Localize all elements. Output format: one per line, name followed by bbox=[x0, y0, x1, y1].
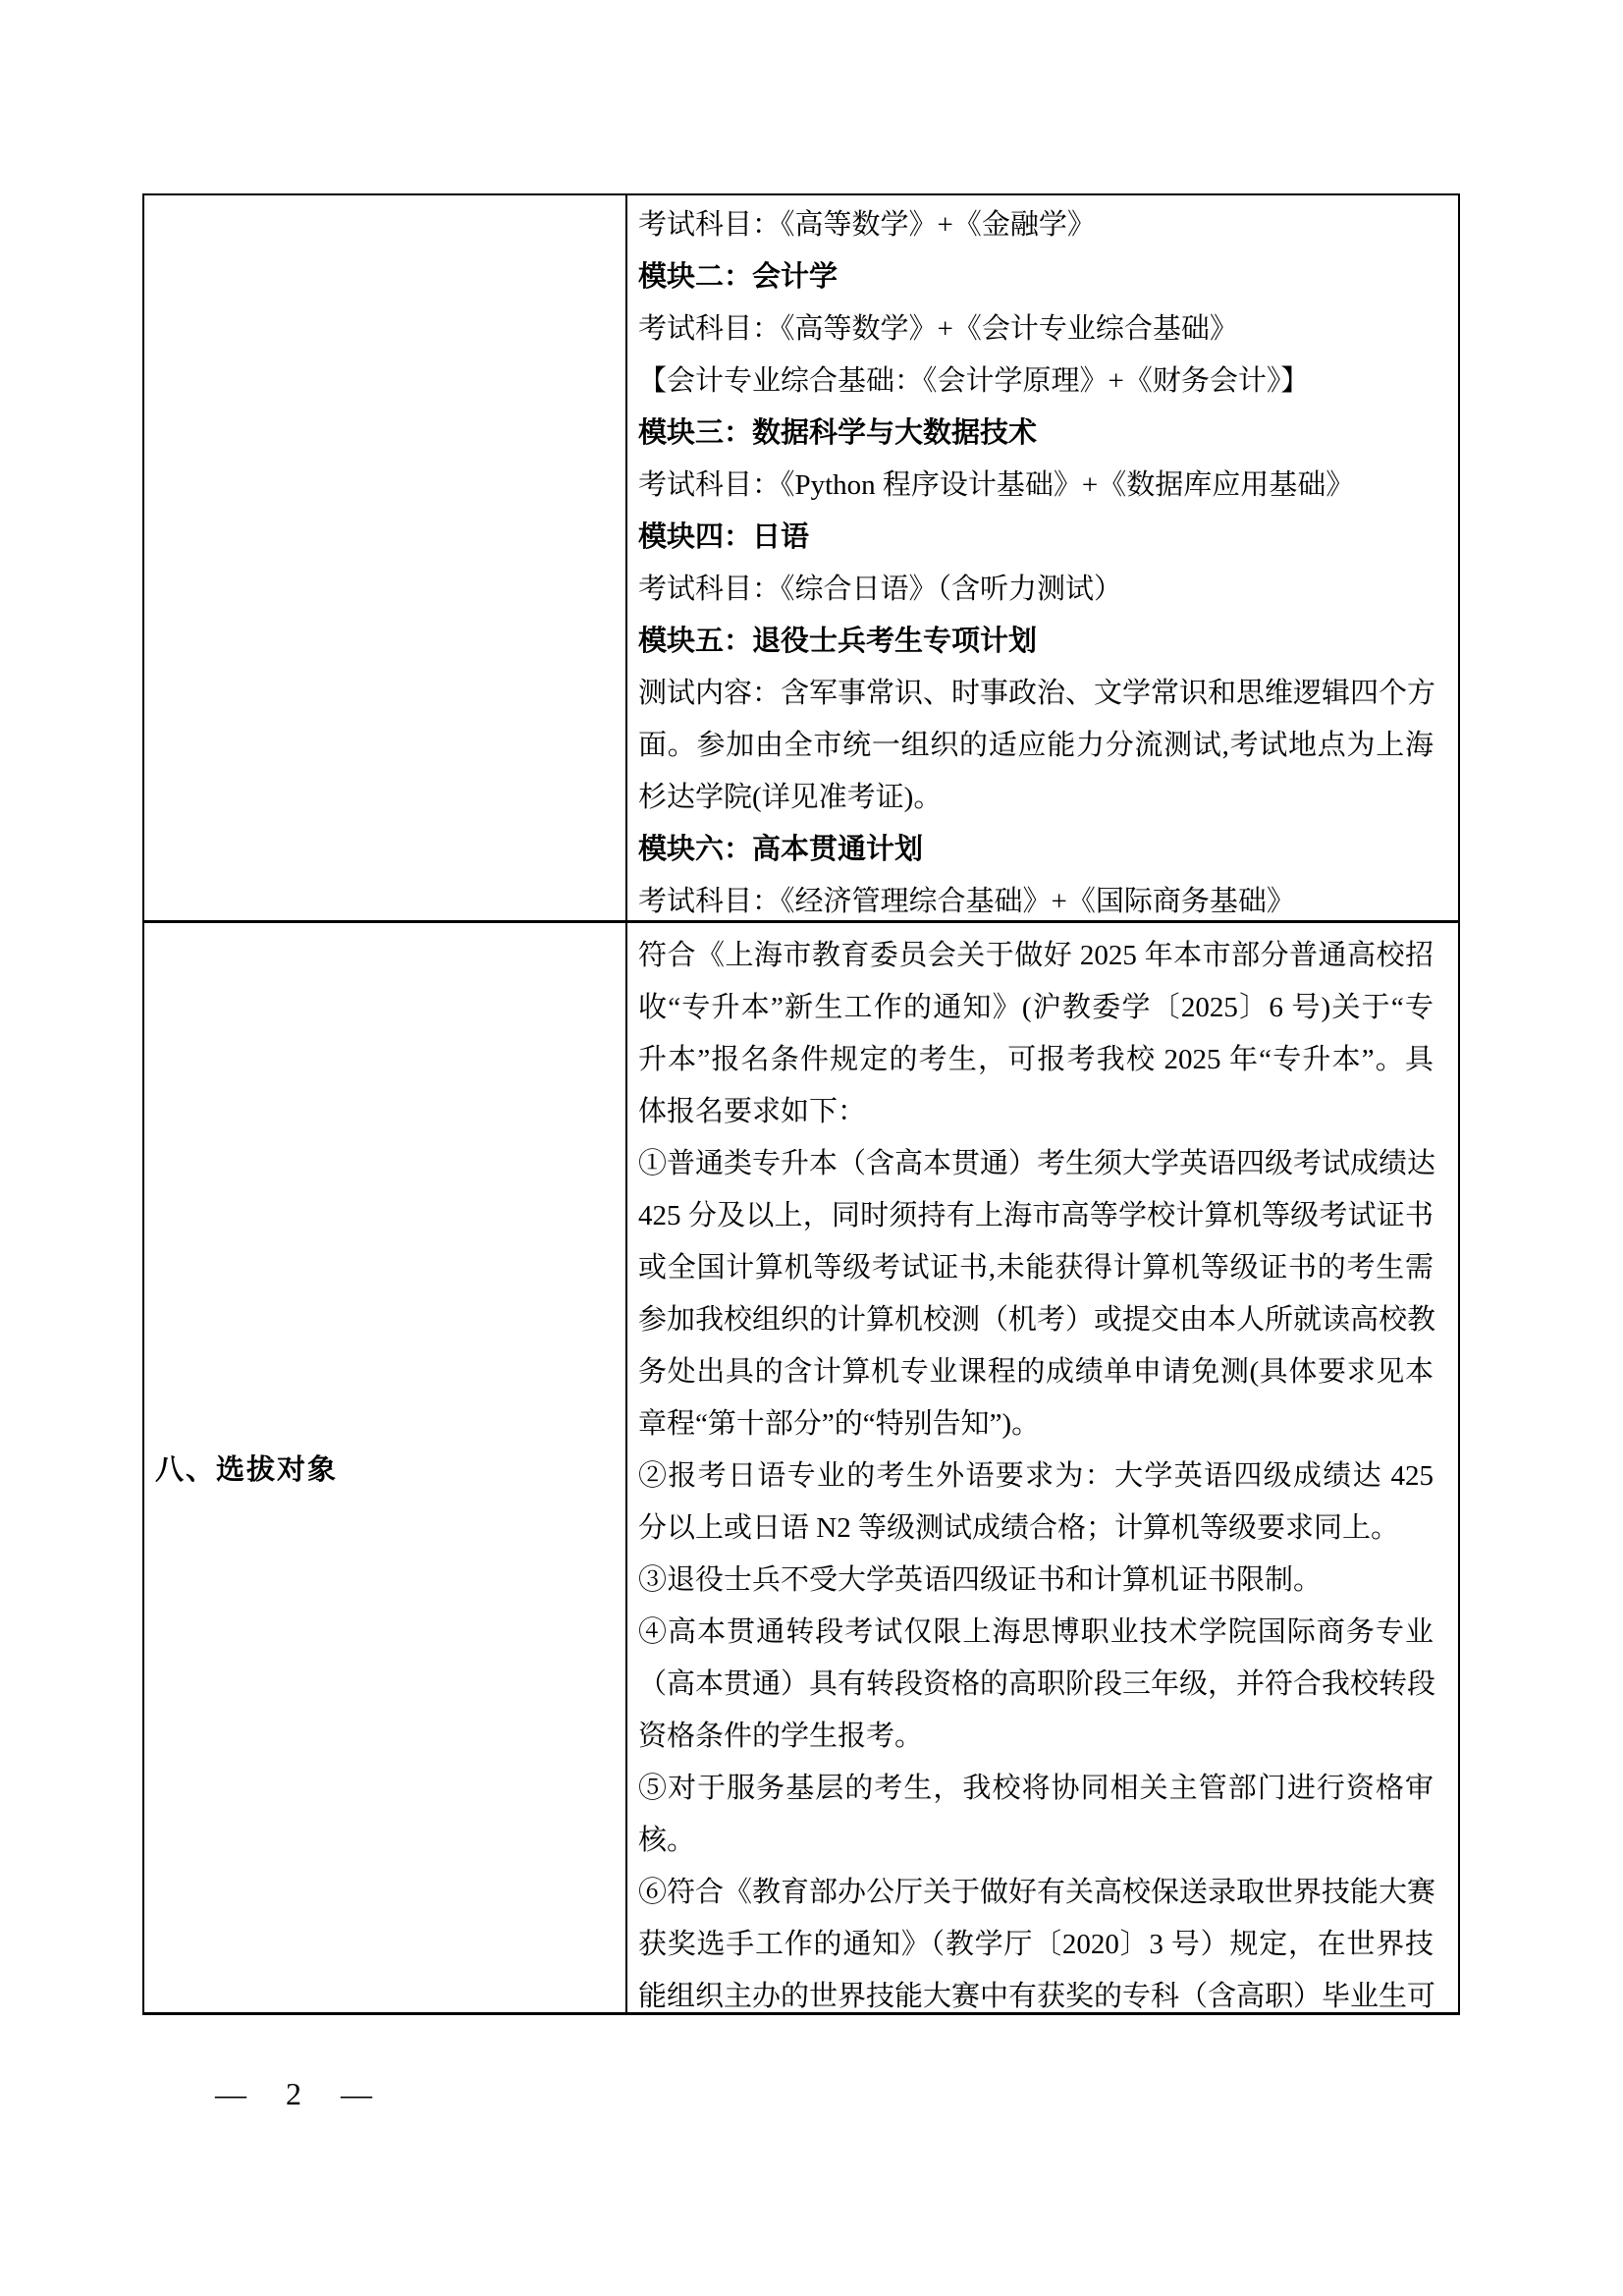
text-line: 分以上或日语 N2 等级测试成绩合格；计算机等级要求同上。 bbox=[638, 1512, 1399, 1544]
text-line: 能组织主办的世界技能大赛中有获奖的专科（含高职）毕业生可 bbox=[638, 1981, 1436, 2012]
text-line: ④高本贯通转段考试仅限上海思博职业技术学院国际商务专业 bbox=[638, 1616, 1434, 1648]
text-line: 模块五：退役士兵考生专项计划 bbox=[638, 626, 1038, 657]
table-cell-eligibility bbox=[627, 923, 1458, 2012]
text-line: 获奖选手工作的通知》（教学厅〔2020〕3 号）规定，在世界技 bbox=[638, 1929, 1434, 1960]
text-line: 核。 bbox=[638, 1825, 696, 1856]
text-line: 资格条件的学生报考。 bbox=[638, 1721, 924, 1752]
text-line: 体报名要求如下： bbox=[638, 1096, 867, 1127]
text-line: 收“专升本”新生工作的通知》(沪教委学〔2025〕6 号)关于“专 bbox=[638, 992, 1434, 1023]
text-line: 章程“第十部分”的“特别告知”)。 bbox=[638, 1408, 1041, 1440]
footer-right-dash: — bbox=[341, 2076, 372, 2111]
footer-page-number: 2 bbox=[286, 2076, 301, 2111]
text-line: 模块二：会计学 bbox=[638, 261, 839, 293]
row2-section-label: 八、选拔对象 bbox=[155, 1454, 339, 1486]
text-line: ⑤对于服务基层的考生，我校将协同相关主管部门进行资格审 bbox=[638, 1773, 1434, 1804]
table-cell-row1-label bbox=[144, 195, 627, 923]
footer-left-dash: — bbox=[215, 2076, 246, 2111]
text-line: （高本贯通）具有转段资格的高职阶段三年级，并符合我校转段 bbox=[638, 1668, 1436, 1700]
text-line: 模块六：高本贯通计划 bbox=[638, 834, 924, 865]
text-line: 杉达学院(详见准考证)。 bbox=[638, 782, 943, 813]
text-line: 升本”报名条件规定的考生，可报考我校 2025 年“专升本”。具 bbox=[638, 1044, 1434, 1075]
admissions-table bbox=[142, 193, 1460, 2015]
text-line: 考试科目：《综合日语》（含听力测试） bbox=[638, 574, 1123, 605]
text-line: 面。参加由全市统一组织的适应能力分流测试,考试地点为上海 bbox=[638, 730, 1434, 761]
text-line: 务处出具的含计算机专业课程的成绩单申请免测(具体要求见本 bbox=[638, 1356, 1434, 1388]
text-line: 或全国计算机等级考试证书,未能获得计算机等级证书的考生需 bbox=[638, 1252, 1434, 1284]
text-line: 【会计专业综合基础：《会计学原理》+《财务会计》】 bbox=[638, 365, 1310, 397]
text-line: 425 分及以上，同时须持有上海市高等学校计算机等级考试证书 bbox=[638, 1200, 1434, 1231]
text-line: 考试科目：《经济管理综合基础》+《国际商务基础》 bbox=[638, 886, 1295, 917]
table-cell-exam-modules bbox=[627, 195, 1458, 923]
text-line: ⑥符合《教育部办公厅关于做好有关高校保送录取世界技能大赛 bbox=[638, 1877, 1436, 1908]
text-line: ③退役士兵不受大学英语四级证书和计算机证书限制。 bbox=[638, 1564, 1323, 1596]
text-line: 考试科目：《Python 程序设计基础》+《数据库应用基础》 bbox=[638, 469, 1355, 501]
page-number bbox=[215, 2074, 372, 2113]
text-line: 参加我校组织的计算机校测（机考）或提交由本人所就读高校教 bbox=[638, 1304, 1436, 1336]
text-line: 符合《上海市教育委员会关于做好 2025 年本市部分普通高校招 bbox=[638, 940, 1434, 971]
text-line: ②报考日语专业的考生外语要求为：大学英语四级成绩达 425 bbox=[638, 1460, 1434, 1492]
table-cell-row2-label bbox=[144, 923, 627, 2012]
text-line: 模块四：日语 bbox=[638, 521, 810, 553]
text-line: 考试科目：《高等数学》+《金融学》 bbox=[638, 209, 1096, 241]
text-line: ①普通类专升本（含高本贯通）考生须大学英语四级考试成绩达 bbox=[638, 1148, 1436, 1179]
text-line: 考试科目：《高等数学》+《会计专业综合基础》 bbox=[638, 313, 1238, 345]
text-line: 测试内容：含军事常识、时事政治、文学常识和思维逻辑四个方 bbox=[638, 678, 1436, 709]
text-line: 模块三：数据科学与大数据技术 bbox=[638, 417, 1038, 449]
